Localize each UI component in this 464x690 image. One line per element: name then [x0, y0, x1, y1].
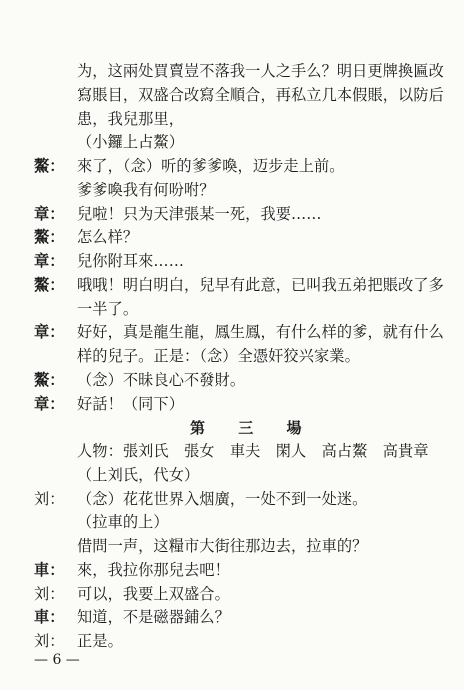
dialogue-line: 爹爹喚我有何吩咐？: [77, 180, 215, 199]
speaker-label: 刘：: [34, 632, 65, 650]
stage-direction: （上刘氏，代女）: [77, 465, 200, 484]
dialogue-line: 正是。: [77, 632, 123, 650]
dialogue-line: 借問一声，这糧市大街往那边去，拉車的？: [77, 537, 368, 555]
speaker-label: 章：: [34, 204, 65, 223]
dialogue-line: 知道，不是磁器鋪么？: [77, 608, 230, 627]
speaker-label: 車：: [34, 608, 65, 627]
dialogue-line: 好話！（同下）: [77, 394, 185, 413]
text-line-3: 患，我兒那里，: [77, 109, 185, 128]
speaker-label: 章：: [34, 252, 65, 270]
speaker-label: 鰲：: [34, 275, 65, 294]
dialogue-line: （念）不昧良心不發財。: [77, 370, 246, 389]
dialogue-line: 來了，（念）听的爹爹喚，迈步走上前。: [77, 157, 345, 175]
speaker-label: 章：: [34, 394, 65, 413]
stage-direction: （拉車的上）: [77, 513, 169, 532]
dialogue-line: 怎么样？: [77, 228, 139, 247]
speaker-label: 鰲：: [34, 370, 65, 389]
dialogue-line: 可以，我要上双盛合。: [77, 584, 230, 603]
dialogue-line: 样的兒子。正是：（念）全憑奸狡兴家業。: [77, 347, 360, 365]
text-line-1: 为，这兩处買賣豈不落我一人之手么？明日更牌換匾改: [77, 62, 444, 80]
speaker-label: 鰲：: [34, 228, 65, 247]
speaker-label: 章：: [34, 323, 65, 342]
speaker-label: 刘：: [34, 489, 65, 508]
speaker-label: 鰲：: [34, 157, 65, 175]
dialogue-line: 來，我拉你那兒去吧！: [77, 560, 230, 579]
page-number: — 6 —: [34, 652, 80, 668]
dialogue-line: 好好，真是龍生龍，鳳生鳳，有什么样的爹，就有什么: [77, 323, 444, 342]
dialogue-line: （念）花花世界入烟廣，一处不到一处迷。: [77, 489, 368, 508]
dialogue-line: 一半了。: [77, 299, 139, 318]
speaker-label: 刘：: [34, 584, 65, 603]
stage-direction: （小鑼上占鰲）: [77, 133, 185, 152]
cast-list: 人物：張刘氏 張女 車夫 閑人 高占鰲 高貴章: [77, 442, 429, 460]
dialogue-line: 兒啦！只为天津張某一死，我要……: [77, 204, 322, 223]
dialogue-line: 哦哦！明白明白，兒早有此意，已叫我五弟把賬改了多: [77, 275, 444, 294]
dialogue-line: 兒你附耳來……: [77, 252, 185, 270]
speaker-label: 車：: [34, 560, 65, 579]
text-line-2: 寫賬目，双盛合改寫全順合，再私立几本假賬，以防后: [77, 85, 444, 104]
scene-heading: 第 三 場: [190, 419, 316, 438]
